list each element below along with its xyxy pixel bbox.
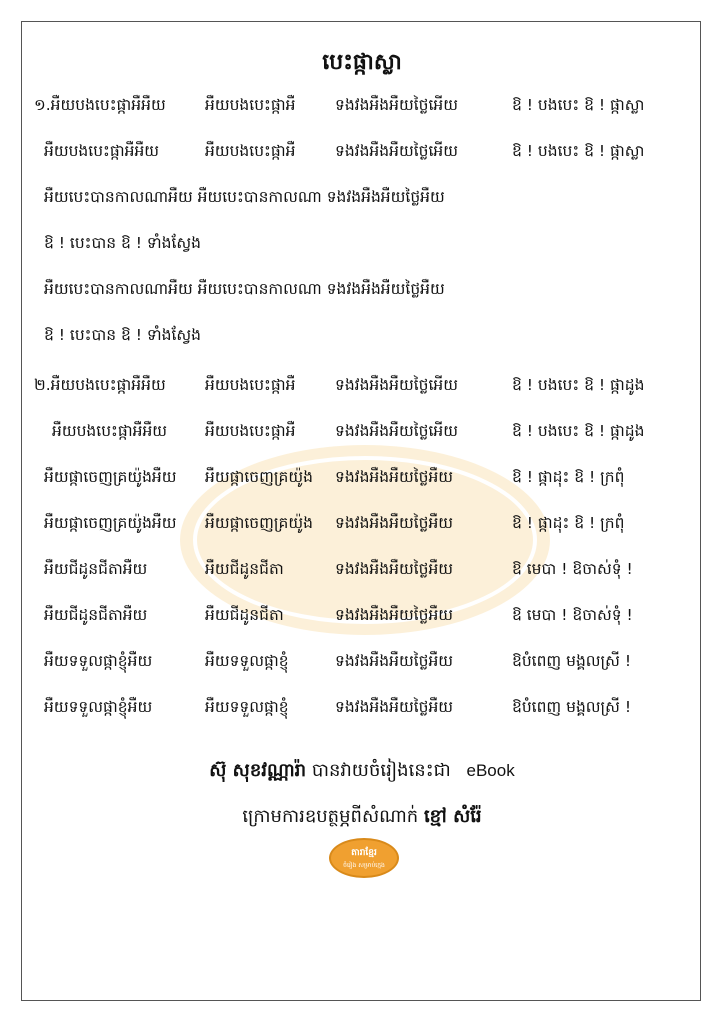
logo-line-1: តារាខ្មែរ bbox=[351, 848, 377, 858]
lyric-segment: ឱ ! បេះបាន ឱ ! ទាំងស្វែង bbox=[44, 326, 202, 344]
lyric-segment: ឱ ! ផ្កាដុះ ឱ ! ក្រពុំ bbox=[512, 468, 625, 486]
lyric-segment: អឺយផ្កាចេញគ្រយ៉ូងអឺយ bbox=[44, 468, 177, 486]
lyric-line bbox=[0, 508, 700, 538]
lyric-line bbox=[0, 370, 700, 400]
lyric-segment: អឺយជីដូនជីតា bbox=[205, 560, 284, 578]
lyric-segment: ទងវងអឺងអឺយថ្លៃអើយ bbox=[335, 422, 458, 440]
lyric-segment: ១.អឺយបងបេះផ្កាអឺអឺយ bbox=[34, 96, 166, 114]
lyric-segment: ឱ ! បងបេះ ឱ ! ផ្កាដូង bbox=[512, 376, 645, 394]
lyric-line bbox=[0, 320, 700, 350]
lyric-segment: ២.អឺយបងបេះផ្កាអឺអឺយ bbox=[34, 376, 166, 394]
lyric-segment: អឺយបងបេះផ្កាអឺ bbox=[205, 96, 296, 114]
lyric-segment: ឱ ! បងបេះ ឱ ! ផ្កាដូង bbox=[512, 422, 645, 440]
logo-line-2: ចំរៀង សម្រាប់ក្មេង bbox=[343, 862, 385, 869]
lyric-segment: ឱ ! បងបេះ ឱ ! ផ្កាស្លា bbox=[512, 96, 645, 114]
lyric-line bbox=[0, 182, 700, 212]
lyric-segment: ឱ ! បងបេះ ឱ ! ផ្កាស្លា bbox=[512, 142, 645, 160]
lyric-segment: ឱ មេបា ! ឱចាស់ទុំ ! bbox=[512, 606, 633, 624]
lyric-segment: អឺយបងបេះផ្កាអឺ bbox=[205, 376, 296, 394]
lyric-segment: អឺយទទួលផ្កាខ្ញុំអឺយ bbox=[44, 652, 153, 670]
lyric-segment: ឱ មេបា ! ឱចាស់ទុំ ! bbox=[512, 560, 633, 578]
footer-credit-2 bbox=[0, 804, 724, 831]
lyric-line bbox=[0, 462, 700, 492]
lyric-line bbox=[0, 90, 700, 120]
lyric-segment: អឺយបងបេះផ្កាអឺ bbox=[205, 422, 296, 440]
lyric-segment: ឱ ! ផ្កាដុះ ឱ ! ក្រពុំ bbox=[512, 514, 625, 532]
lyric-line bbox=[0, 646, 700, 676]
lyric-segment: អឺយជីដូនជីតាអឺយ bbox=[44, 606, 148, 624]
lyric-segment: អឺយទទួលផ្កាខ្ញុំ bbox=[205, 652, 289, 670]
lyric-segment: ទងវងអឺងអឺយថ្លៃអឺយ bbox=[335, 468, 454, 486]
lyric-segment: ទងវងអឺងអឺយថ្លៃអើយ bbox=[335, 376, 458, 394]
lyric-segment: អឺយបេះបានកាលណាអឺយ អឺយបេះបានកាលណា ទងវងអឺងអឺយថ្លៃអឺយ bbox=[44, 188, 445, 206]
lyric-segment: ទងវងអឺងអឺយថ្លៃអឺយ bbox=[335, 652, 454, 670]
lyric-line bbox=[0, 416, 700, 446]
lyric-segment: ទងវងអឺងអឺយថ្លៃអើយ bbox=[335, 142, 458, 160]
lyric-segment: អឺយជីដូនជីតា bbox=[205, 606, 284, 624]
lyric-segment: អឺយបងបេះផ្កាអឺអឺយ bbox=[44, 142, 160, 160]
lyric-line bbox=[0, 554, 700, 584]
lyric-segment: ឱបំពេញ មង្គលស្រី ! bbox=[512, 652, 632, 670]
lyric-line bbox=[0, 136, 700, 166]
lyric-segment: អឺយផ្កាចេញគ្រយ៉ូង bbox=[205, 514, 313, 532]
lyric-segment: អឺយទទួលផ្កាខ្ញុំអឺយ bbox=[44, 698, 153, 716]
typist-name: ស៊ុ សុខវណ្ណារ៉ា bbox=[209, 760, 307, 781]
lyric-segment: អឺយបេះបានកាលណាអឺយ អឺយបេះបានកាលណា ទងវងអឺងអឺយថ្លៃអឺយ bbox=[44, 280, 445, 298]
lyric-line bbox=[0, 274, 700, 304]
ebook-label: eBook bbox=[466, 761, 515, 780]
lyric-segment: ឱបំពេញ មង្គលស្រី ! bbox=[512, 698, 632, 716]
lyric-segment: អឺយផ្កាចេញគ្រយ៉ូងអឺយ bbox=[44, 514, 177, 532]
typist-text: បានវាយចំរៀងនេះជា bbox=[311, 760, 451, 781]
lyric-segment: ទងវងអឺងអឺយថ្លៃអឺយ bbox=[335, 560, 454, 578]
lyric-line bbox=[0, 228, 700, 258]
lyric-segment: ទងវងអឺងអឺយថ្លៃអឺយ bbox=[335, 514, 454, 532]
lyric-segment: អឺយបងបេះផ្កាអឺ bbox=[205, 142, 296, 160]
publisher-logo bbox=[329, 838, 399, 878]
footer-credit-1 bbox=[0, 758, 724, 785]
lyric-segment: ទងវងអឺងអឺយថ្លៃអឺយ bbox=[335, 606, 454, 624]
lyric-segment: ឱ ! បេះបាន ឱ ! ទាំងស្វែង bbox=[44, 234, 202, 252]
lyric-segment: អឺយបងបេះផ្កាអឺអឺយ bbox=[52, 422, 168, 440]
lyric-segment: អឺយទទួលផ្កាខ្ញុំ bbox=[205, 698, 289, 716]
lyric-segment: ទងវងអឺងអឺយថ្លៃអើយ bbox=[335, 96, 458, 114]
sponsor-text: ក្រោមការឧបត្ថម្ភពីសំណាក់ bbox=[242, 806, 419, 827]
sponsor-name: ខ្មៅ សំរ៉ែ bbox=[423, 806, 482, 827]
lyric-segment: អឺយផ្កាចេញគ្រយ៉ូង bbox=[205, 468, 313, 486]
song-title: បេះផ្កាស្លា bbox=[322, 50, 402, 75]
lyric-segment: ទងវងអឺងអឺយថ្លៃអឺយ bbox=[335, 698, 454, 716]
lyric-line bbox=[0, 600, 700, 630]
lyric-segment: អឺយជីដូនជីតាអឺយ bbox=[44, 560, 148, 578]
lyric-line bbox=[0, 692, 700, 722]
